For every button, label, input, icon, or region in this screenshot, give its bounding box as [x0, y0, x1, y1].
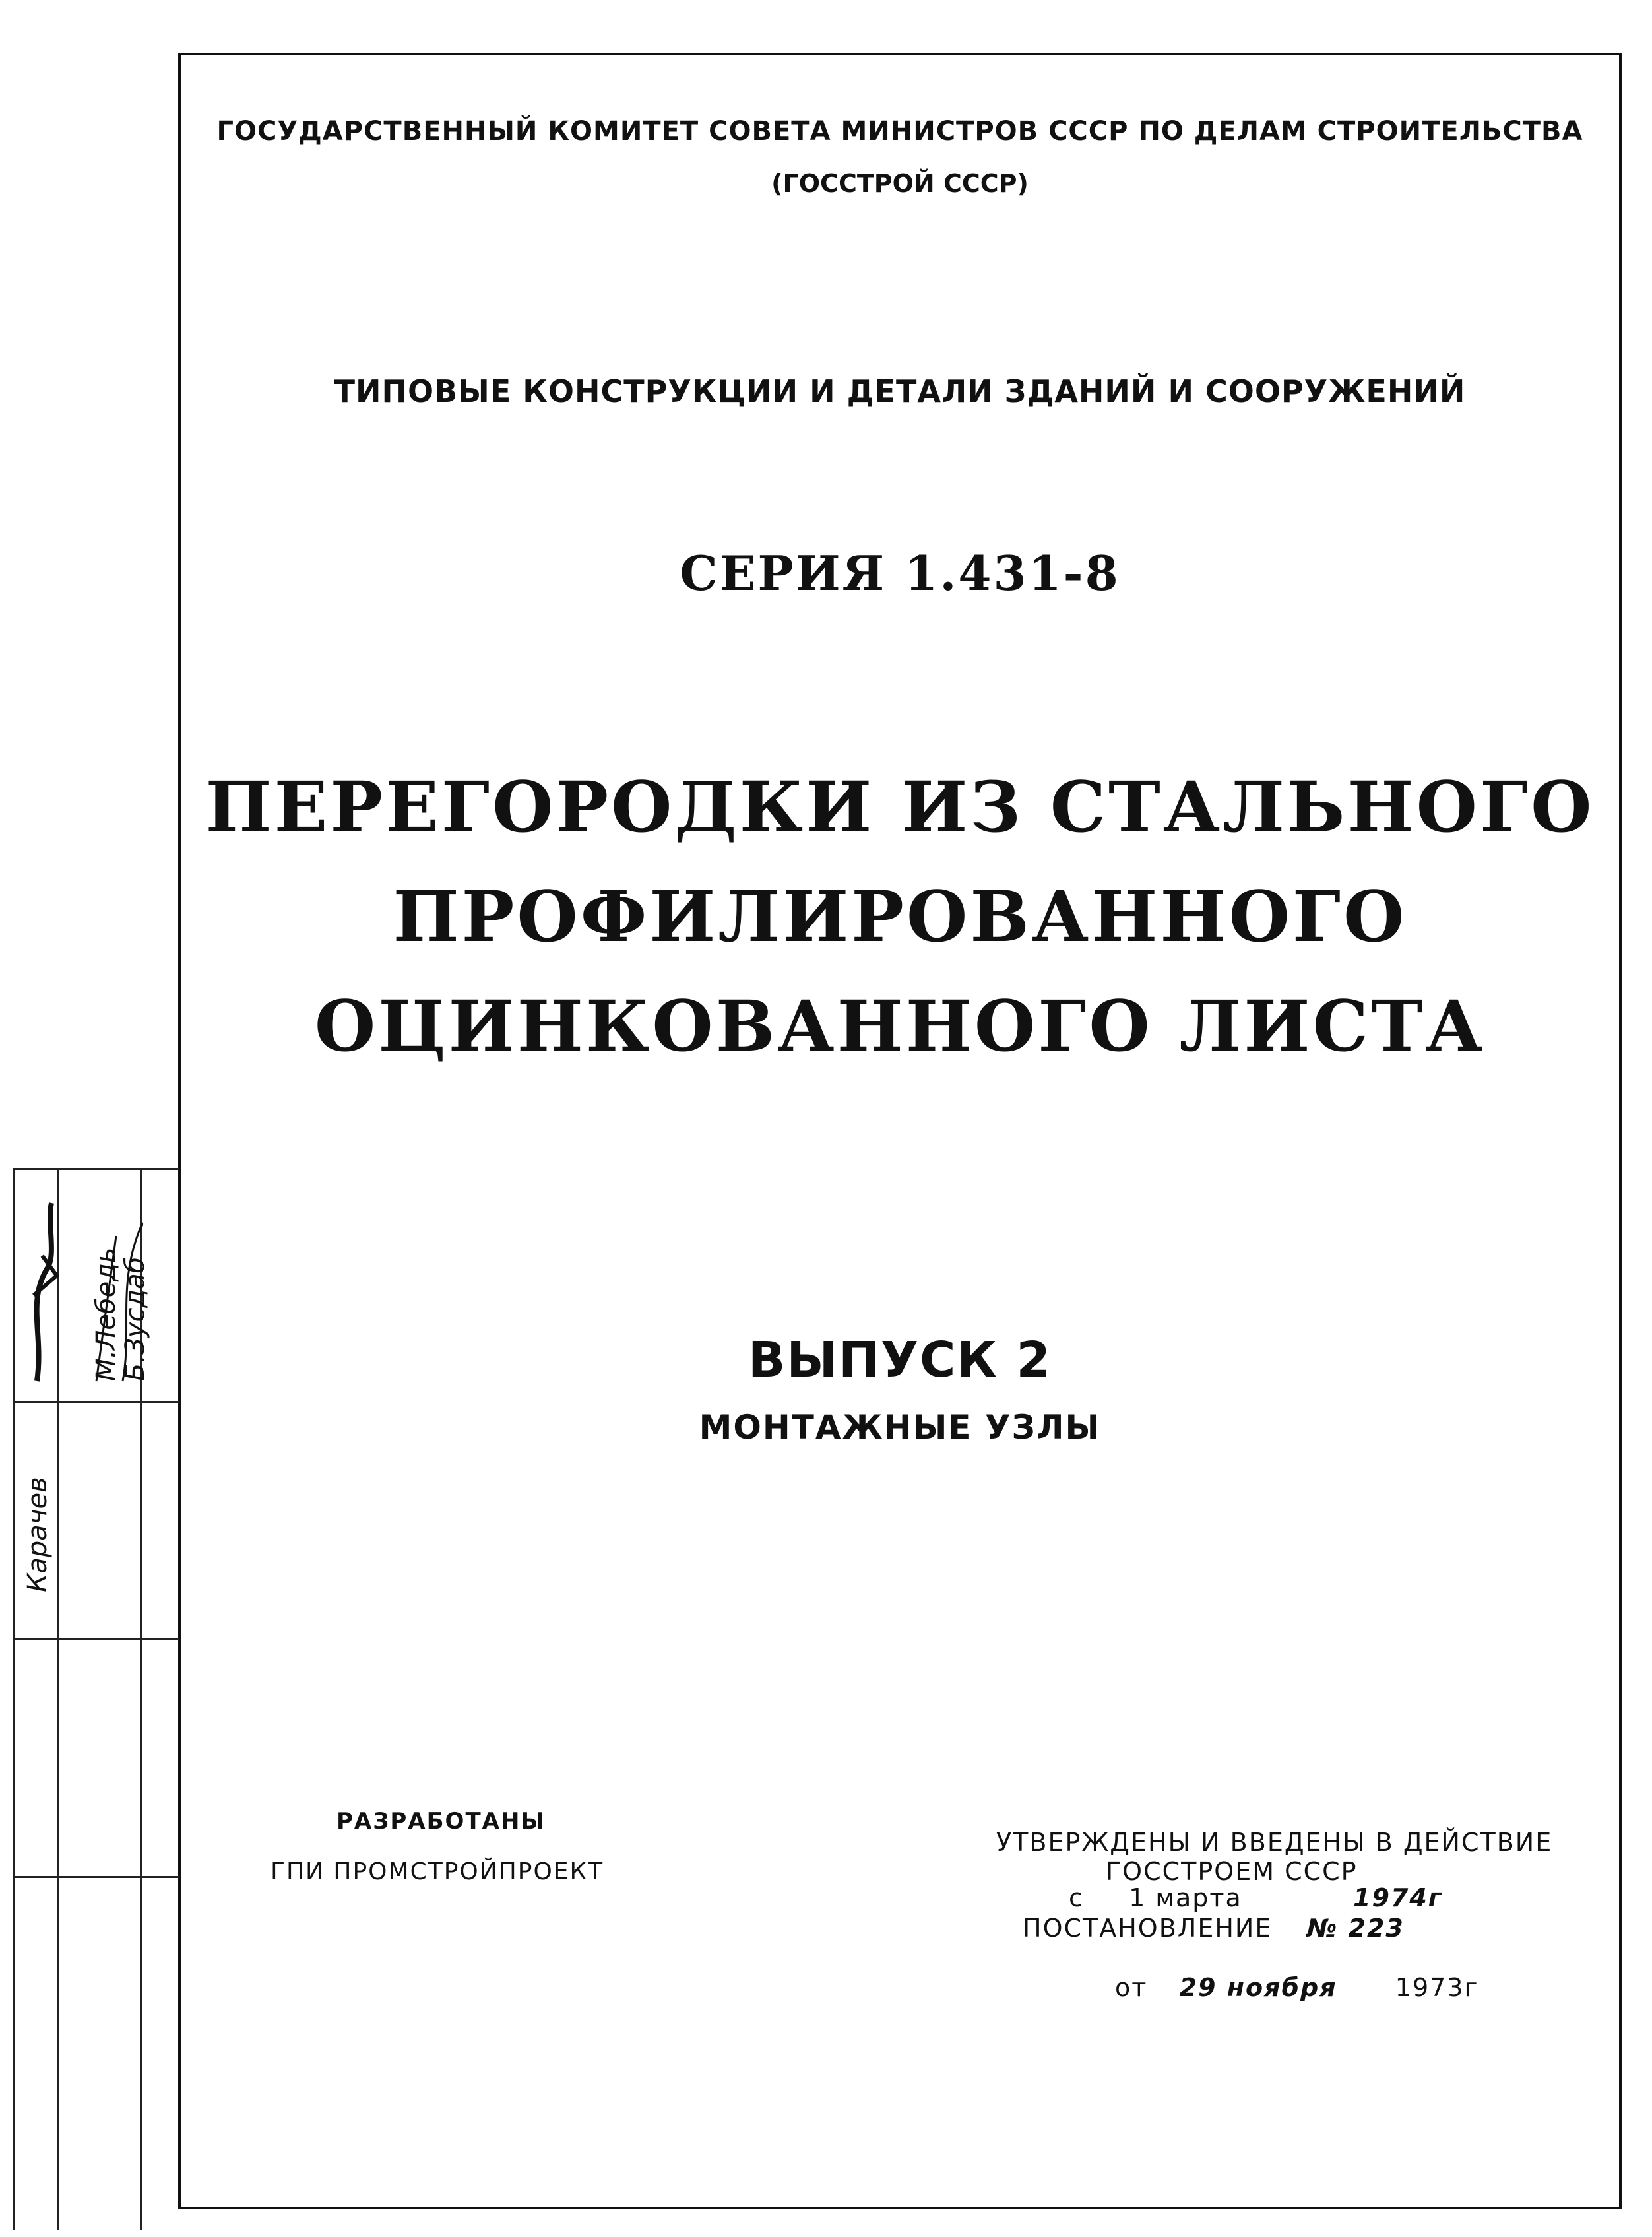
- signature-2: Б.Зусдаб: [120, 1256, 150, 1381]
- approval-authority: ГОССТРОЕМ СССР: [1106, 1857, 1358, 1886]
- resolution-number: № 223: [1306, 1914, 1405, 1943]
- issue-subtitle: МОНТАЖНЫЕ УЗЛЫ: [699, 1408, 1101, 1446]
- resolution-prefix: ПОСТАНОВЛЕНИЕ: [1023, 1914, 1273, 1943]
- resolution-date: 29 ноября: [1179, 1973, 1337, 2002]
- effective-year: 1974г: [1353, 1883, 1443, 1912]
- collection-title: ТИПОВЫЕ КОНСТРУКЦИИ И ДЕТАЛИ ЗДАНИЙ И СООРУЖЕНИЙ: [334, 373, 1466, 409]
- effective-date: 1 марта: [1129, 1883, 1242, 1912]
- document-title: [178, 752, 1622, 1081]
- approval-effective-date: [1069, 1883, 1443, 1912]
- committee-abbreviation: (ГОССТРОЙ СССР): [771, 169, 1029, 198]
- stamp-name: Карачев: [22, 1477, 53, 1592]
- stamp-divider: [15, 1638, 179, 1640]
- resolution-date-prefix: от: [1115, 1973, 1148, 2002]
- approval-resolution: [1023, 1914, 1405, 1943]
- title-line-2: ПРОФИЛИРОВАННОГО: [393, 875, 1407, 957]
- stamp-divider: [15, 1401, 179, 1403]
- resolution-year: 1973г: [1395, 1973, 1479, 2002]
- effective-prefix: с: [1069, 1883, 1084, 1912]
- stamp-divider: [15, 1876, 179, 1878]
- title-line-3: ОЦИНКОВАННОГО ЛИСТА: [314, 985, 1486, 1067]
- committee-name: ГОСУДАРСТВЕННЫЙ КОМИТЕТ СОВЕТА МИНИСТРОВ СССР ПО ДЕЛАМ СТРОИТЕЛЬСТВА: [216, 116, 1583, 146]
- issue-number: ВЫПУСК 2: [747, 1332, 1052, 1388]
- approval-statement: УТВЕРЖДЕНЫ И ВВЕДЕНЫ В ДЕЙСТВИЕ: [996, 1828, 1553, 1857]
- approval-stamp: [13, 1168, 179, 2230]
- signature-1: М.Лебедь: [91, 1247, 121, 1381]
- series-number: СЕРИЯ 1.431-8: [680, 545, 1120, 601]
- developer-label: РАЗРАБОТАНЫ: [336, 1808, 546, 1834]
- title-line-1: ПЕРЕГОРОДКИ ИЗ СТАЛЬНОГО: [205, 765, 1595, 848]
- approval-resolution-date: [1115, 1973, 1478, 2002]
- developer-organization: ГПИ ПРОМСТРОЙПРОЕКТ: [270, 1858, 604, 1885]
